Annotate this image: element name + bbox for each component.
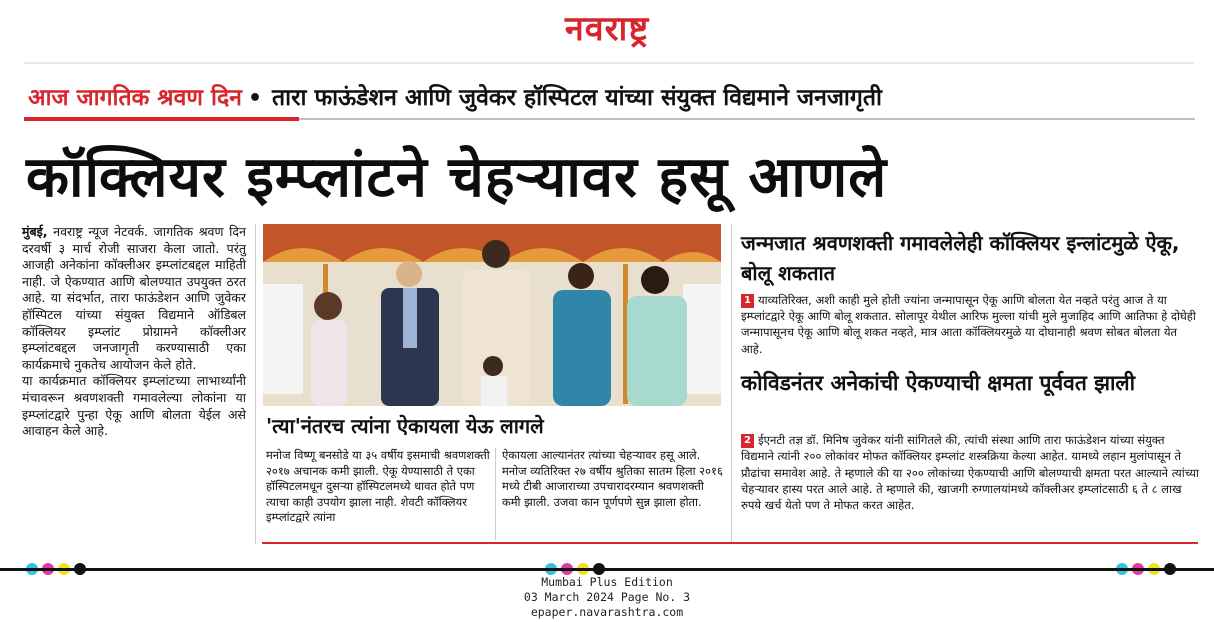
left-paragraph-1 (22, 224, 246, 373)
event-photo (263, 224, 721, 406)
kicker-underline-grey (299, 118, 1195, 120)
left-paragraph-1-text: नवराष्ट्र न्यूज नेटवर्क. जागतिक श्रवण दिन दरवर्षी ३ मार्च रोजी साजरा केला जातो. परंतु आजही अनेकांना कॉक्लीअर इम्प्लांटबद्दल माहिती नाही. जे ऐकण्यात आणि बोलण्यात उपयुक्त ठरत आहे. या संदर्भात, तारा फाऊंडेशन आणि जुवेकर हॉस्पिटल यांच्या संयुक्त विद्यमाने ऑडिबल कॉक्लियर इम्प्लांट प्रोग्रामने कॉक्लीअर इम्प्लांटबद्दल जनजागृती करण्यासाठी एका कार्यक्रमाचे नुकतेच आयोजन केले होते. (22, 224, 246, 372)
right-paragraph-2 (741, 432, 1201, 538)
middle-column-1: मनोज विष्णू बनसोडे या ३५ वर्षीय इसमाची श्रवणशक्ती २०१७ अचानक कमी झाली. ऐकू येण्यासाठी ते एका हॉस्पिटलमधून दुसऱ्या हॉस्पिटलमध्ये धावत होते पण त्याचा काही उपयोग झाला नाही. शेवटी कॉक्लियर इम्प्लांटद्वारे त्यांना (266, 448, 490, 525)
left-column (22, 224, 246, 554)
left-paragraph-2: या कार्यक्रमात कॉक्लियर इम्प्लांटच्या लाभार्थ्यांनी मंचावरून श्रवणशक्ती गमावलेल्या लोकांना या इम्प्लांटद्वारे पुन्हा ऐकू आणि बोलता येईल असे आवाहन केले आहे. (22, 373, 246, 439)
dateline: मुंबई, (22, 224, 48, 239)
column-divider (495, 448, 496, 540)
masthead-logo: नवराष्ट्र (564, 9, 650, 49)
number-badge-1: 1 (741, 294, 754, 308)
number-badge-2: 2 (741, 434, 754, 448)
footer-site-link[interactable]: epaper.navarashtra.com (530, 605, 684, 619)
headline: कॉक्लियर इम्प्लांटने चेहऱ्यावर हसू आणले (26, 145, 888, 210)
right-paragraph-2-text: ईएनटी तज्ञ डॉ. मिनिष जुवेकर यांनी सांगितले की, त्यांची संस्था आणि तारा फाऊंडेशन यांच्या संयुक्त विद्यमाने त्यांनी २०० लोकांवर मोफत कॉक्लियर इम्प्लांट शस्त्रक्रिया केल्या आहेत. यामध्ये लहान मुलांपासून ते प्रौढांचा समावेश आहे. ते म्हणाले की या २०० लोकांच्या ऐकण्याची आणि बोलण्याची क्षमता परत आल्याने त्यांच्या चेहऱ्यावर हास्य परत आले आहे. ते म्हणाले की, खाजगी रुग्णालयांमध्ये कॉक्लीअर इम्प्लांटसाठी ६ ते ८ लाख रुपये खर्च येतो पण ते मोफत करत आहेत. (741, 433, 1199, 513)
kicker-bullet: • (247, 86, 262, 111)
kicker-tag: आज जागतिक श्रवण दिन (28, 85, 242, 111)
column-divider (255, 224, 256, 544)
kicker (28, 80, 1198, 114)
masthead (0, 0, 1214, 58)
footer-date-page: 03 March 2024 Page No. 3 (523, 590, 691, 604)
kicker-text: तारा फाऊंडेशन आणि जुवेकर हॉस्पिटल यांच्या संयुक्त विद्यमाने जनजागृती (272, 85, 882, 111)
footer-edition: Mumbai Plus Edition (541, 575, 673, 589)
right-paragraph-1 (741, 292, 1201, 362)
footer (0, 575, 1214, 622)
right-paragraph-1-text: याव्यतिरिक्त, अशी काही मुले होती ज्यांना जन्मापासून ऐकू आणि बोलता येत नव्हते परंतु आज ते या इम्प्लांटद्वारे ऐकू आणि बोलू शकतात. सोलापूर येथील आरिफ मुल्ला यांची मुले मुजाहिद आणि आतिफा हे दोघेही जन्मापासूनच ऐकू आणि बोलू शकत नव्हते, मात्र आता कॉक्लियरमुळे या दोघानाही श्रवण सोबत बोलता येत आहे. (741, 293, 1196, 356)
kicker-underline-red (24, 117, 299, 121)
subheading-2: कोविडनंतर अनेकांची ऐकण्याची क्षमता पूर्ववत झाली (741, 371, 1136, 395)
middle-column-2: ऐकायला आल्यानंतर त्यांच्या चेहऱ्यावर हसू आले. मनोज व्यतिरिक्त २७ वर्षीय श्रुतिका सातम हिला २०१६ मध्ये टीबी आजाराच्या उपचारादरम्यान श्रवणशक्ती कमी झाली. उजवा कान पूर्णपणे सुन्न झाला होता. (502, 448, 723, 509)
footer-bar (0, 568, 1214, 571)
bottom-red-rule (262, 542, 1198, 544)
top-rule (24, 62, 1194, 64)
column-divider (731, 224, 732, 544)
event-photo-illustration (263, 224, 721, 406)
subheading-1: जन्मजात श्रवणशक्ती गमावलेलेही कॉक्लियर इन्लांटमुळे ऐकू, बोलू शकतात (741, 231, 1180, 285)
photo-caption: 'त्या'नंतरच त्यांना ऐकायला येऊ लागले (266, 414, 544, 438)
